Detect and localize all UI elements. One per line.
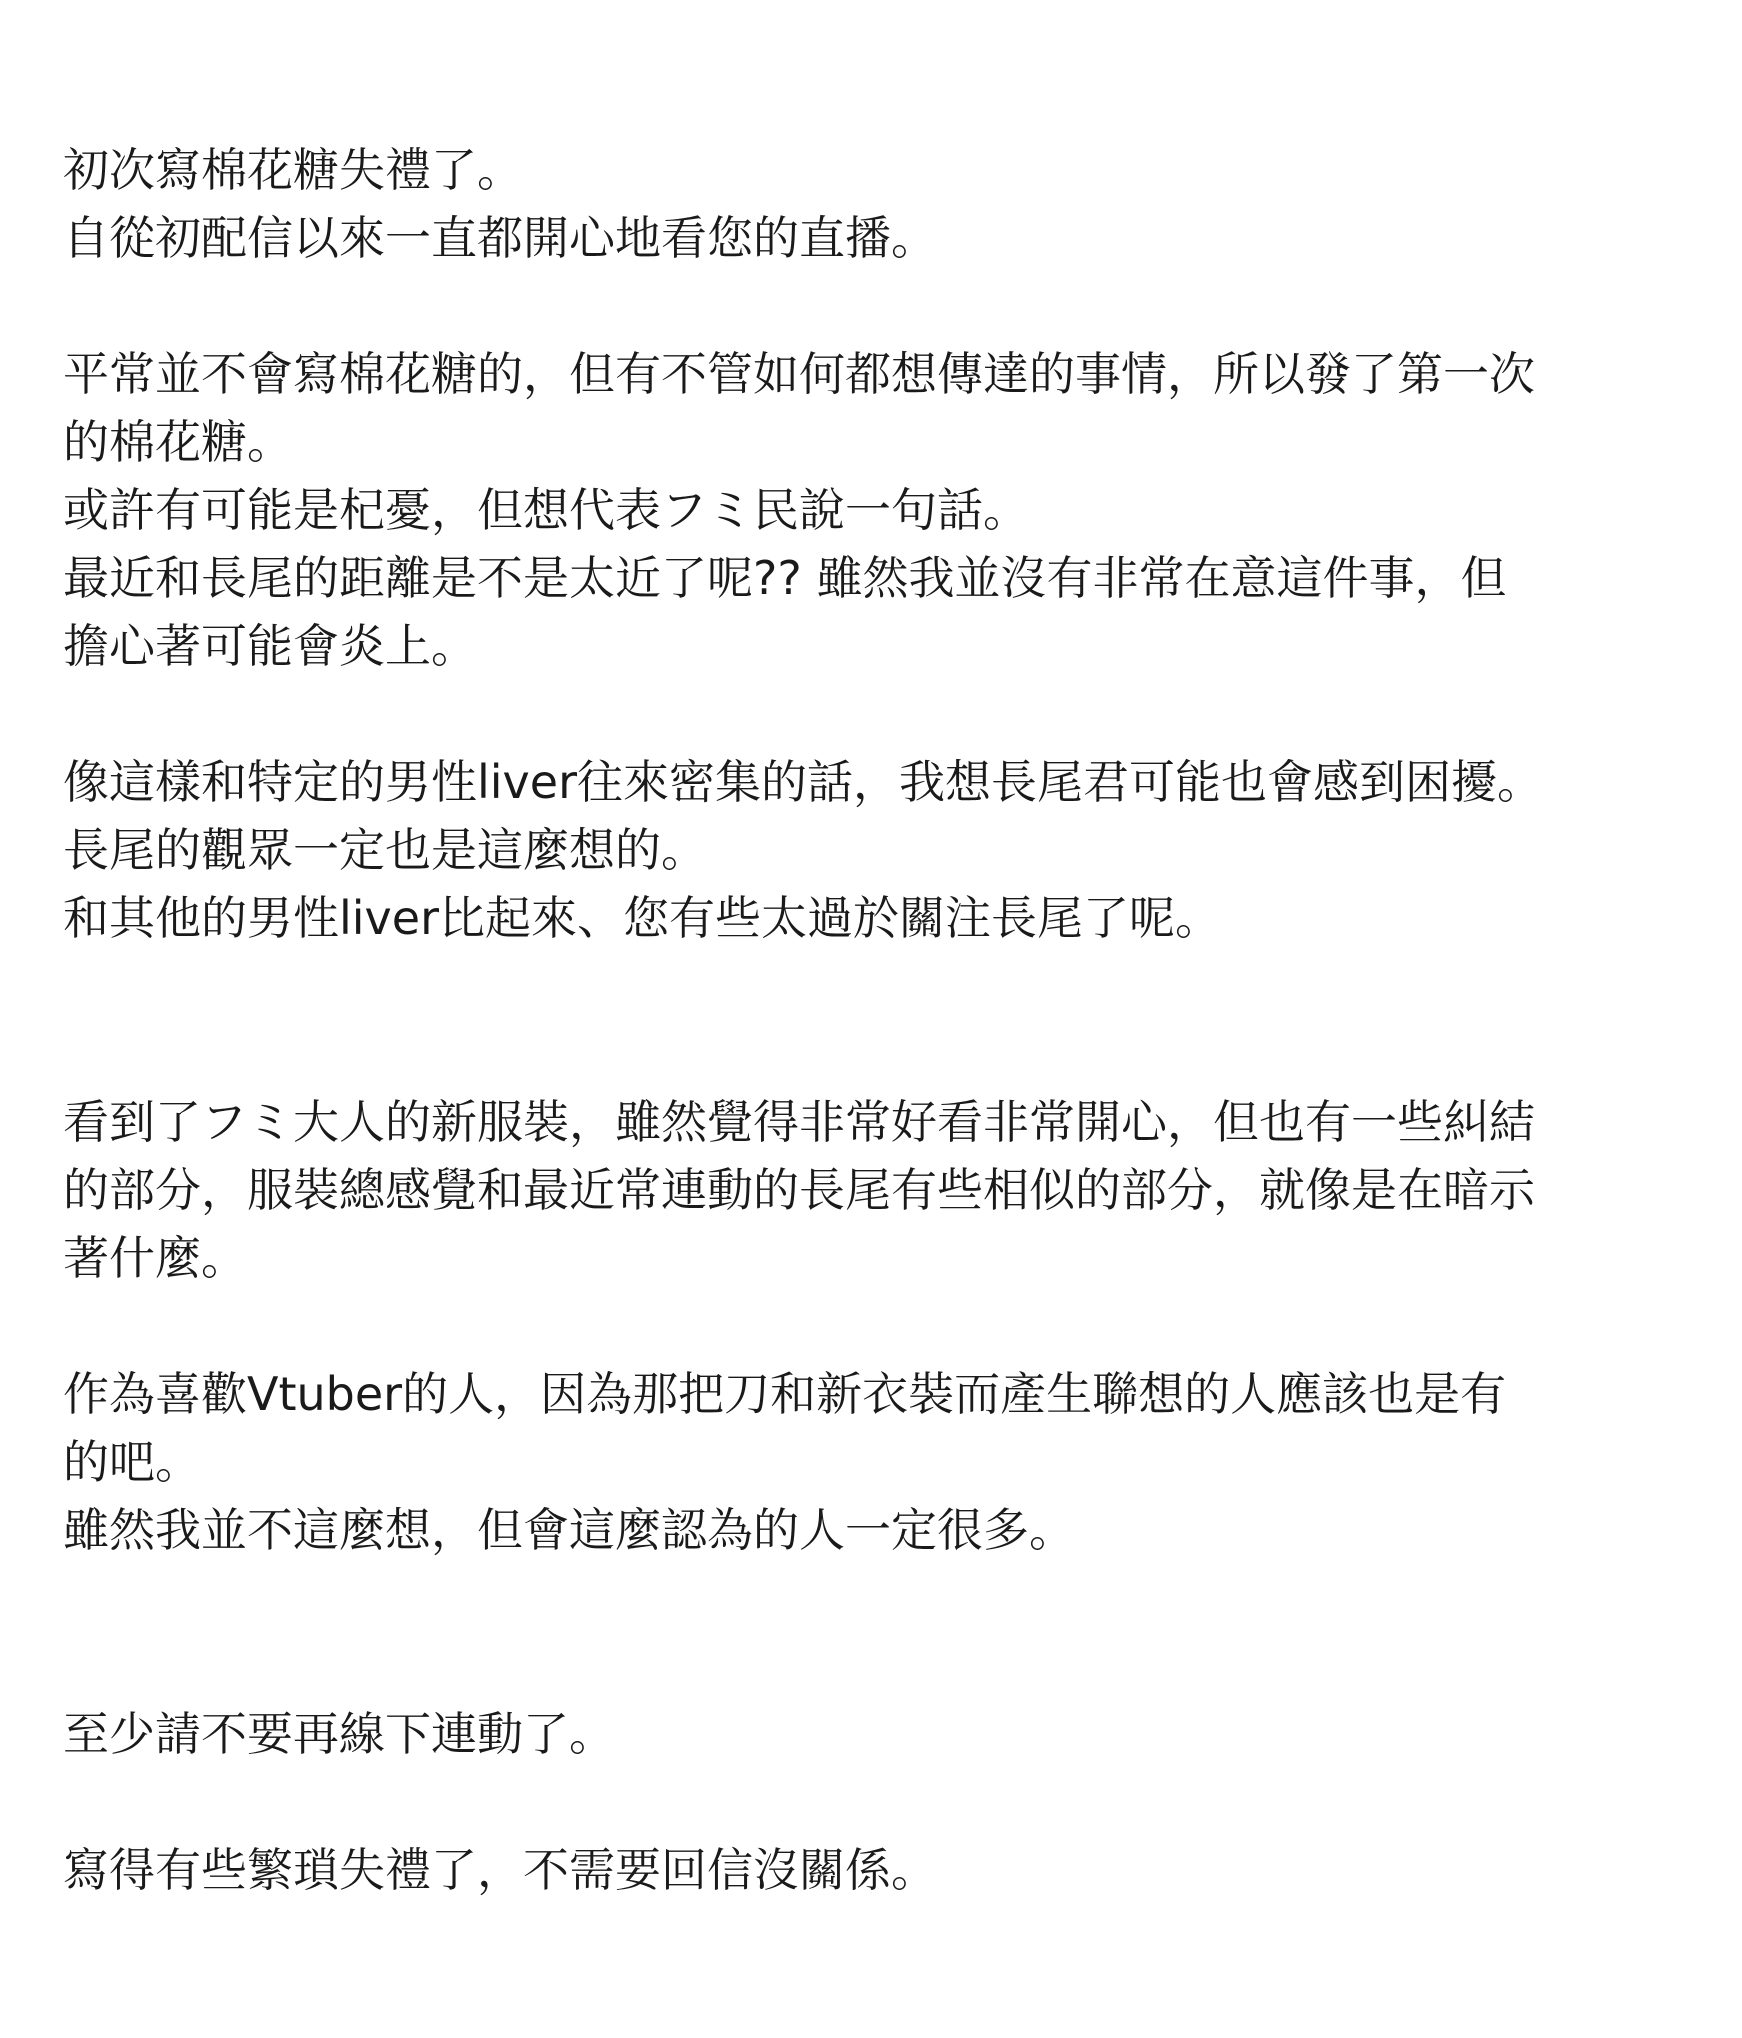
paragraph-spacer [63, 1292, 1683, 1360]
text-line: 平常並不會寫棉花糖的，但有不管如何都想傳達的事情，所以發了第一次 [63, 347, 1535, 401]
text-line: 長尾的觀眾一定也是這麼想的。 [63, 823, 707, 877]
text-line: 或許有可能是杞憂，但想代表フミ民說一句話。 [63, 483, 1029, 537]
paragraph-costume [63, 1088, 1683, 1292]
text-line: 看到了フミ大人的新服裝，雖然覺得非常好看非常開心，但也有一些糾結 [63, 1095, 1535, 1149]
paragraph-closing [63, 1836, 1683, 1904]
paragraph-request [63, 1700, 1683, 1768]
text-line: 最近和長尾的距離是不是太近了呢?? 雖然我並沒有非常在意這件事，但 [63, 551, 1507, 605]
paragraph-spacer [63, 272, 1683, 340]
text-line: 寫得有些繁瑣失禮了，不需要回信沒關係。 [63, 1843, 937, 1897]
letter-body [63, 136, 1683, 1904]
text-line: 雖然我並不這麼想，但會這麼認為的人一定很多。 [63, 1503, 1075, 1557]
paragraph-spacer [63, 1768, 1683, 1836]
paragraph-spacer [63, 680, 1683, 748]
text-line: 的吧。 [63, 1435, 201, 1489]
paragraph-vtuber [63, 1360, 1683, 1564]
text-line: 初次寫棉花糖失禮了。 [63, 143, 523, 197]
paragraph-concern [63, 340, 1683, 680]
text-line: 像這樣和特定的男性liver往來密集的話，我想長尾君可能也會感到困擾。 [63, 755, 1543, 809]
text-line: 的棉花糖。 [63, 415, 293, 469]
text-line: 和其他的男性liver比起來、您有些太過於關注長尾了呢。 [63, 891, 1221, 945]
paragraph-spacer [63, 1564, 1683, 1700]
paragraph-spacer [63, 952, 1683, 1088]
text-line: 作為喜歡Vtuber的人，因為那把刀和新衣裝而產生聯想的人應該也是有 [63, 1367, 1507, 1421]
text-line: 至少請不要再線下連動了。 [63, 1707, 615, 1761]
text-line: 自從初配信以來一直都開心地看您的直播。 [63, 211, 937, 265]
text-line: 著什麼。 [63, 1231, 247, 1285]
paragraph-greeting [63, 136, 1683, 272]
text-line: 擔心著可能會炎上。 [63, 619, 477, 673]
paragraph-liver [63, 748, 1683, 952]
text-line: 的部分，服裝總感覺和最近常連動的長尾有些相似的部分，就像是在暗示 [63, 1163, 1535, 1217]
